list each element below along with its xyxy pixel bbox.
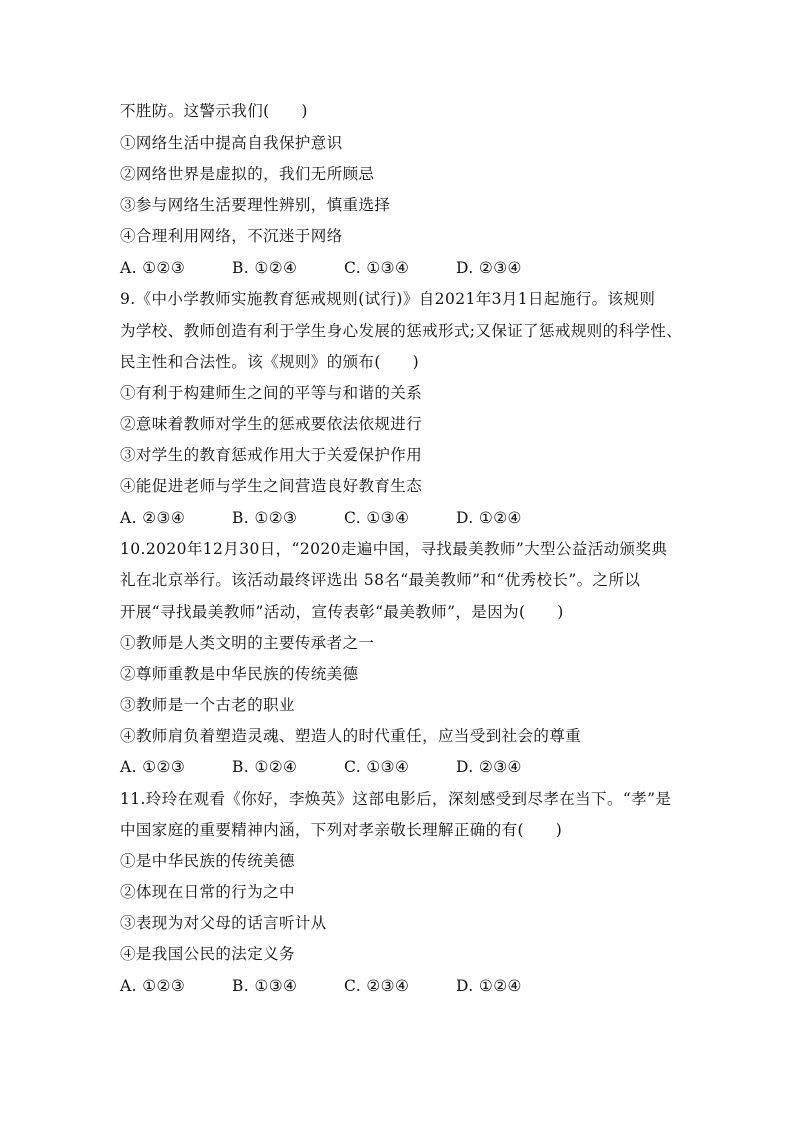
q9-stem-line-2: 为学校、教师创造有利于学生身心发展的惩戒形式;又保证了惩戒规则的科学性、 <box>120 322 683 340</box>
q11-item-4: ④是我国公民的法定义务 <box>120 945 295 963</box>
q8-option-d: D. ②③④ <box>456 259 522 277</box>
q11-option-d: D. ①②④ <box>456 977 522 995</box>
q8-option-a: A. ①②③ <box>120 259 186 277</box>
q10-option-c: C. ①③④ <box>344 758 410 776</box>
q10-stem-line-3: 开展“寻找最美教师”活动，宣传表彰“最美教师”，是因为( ) <box>120 603 564 621</box>
q10-item-1: ①教师是人类文明的主要传承者之一 <box>120 634 375 652</box>
q9-item-3: ③对学生的教育惩戒作用大于关爱保护作用 <box>120 446 423 464</box>
q9-item-1: ①有利于构建师生之间的平等与和谐的关系 <box>120 384 423 402</box>
q10-stem-line-1: 10.2020年12月30日，“2020走遍中国，寻找最美教师”大型公益活动颁奖典 <box>120 540 668 558</box>
q9-item-2: ②意味着教师对学生的惩戒要依法依规进行 <box>120 415 423 433</box>
q11-option-b: B. ①③④ <box>232 977 298 995</box>
q9-option-c: C. ①③④ <box>344 509 410 527</box>
q10-options <box>120 752 680 783</box>
q11-stem-line-2: 中国家庭的重要精神内涵，下列对孝亲敬长理解正确的有( ) <box>120 821 563 839</box>
q8-item-3: ③参与网络生活要理性辨别，慎重选择 <box>120 196 391 214</box>
q9-options <box>120 503 680 534</box>
q11-item-3: ③表现为对父母的话言听计从 <box>120 914 327 932</box>
q8-options <box>120 253 680 284</box>
q10-stem-line-2: 礼在北京举行。该活动最终评选出 58名“最美教师”和“优秀校长”。之所以 <box>120 571 641 589</box>
q9-option-a: A. ②③④ <box>120 509 186 527</box>
q9-item-4: ④能促进老师与学生之间营造良好教育生态 <box>120 477 423 495</box>
q8-item-4: ④合理利用网络，不沉迷于网络 <box>120 227 343 245</box>
q10-item-2: ②尊师重教是中华民族的传统美德 <box>120 665 359 683</box>
q11-option-a: A. ①②③ <box>120 977 186 995</box>
q11-options <box>120 971 680 1002</box>
q11-stem-line-1: 11.玲玲在观看《你好，李焕英》这部电影后，深刻感受到尽孝在当下。“孝”是 <box>120 790 672 808</box>
q10-option-a: A. ①②③ <box>120 758 186 776</box>
q11-item-2: ②体现在日常的行为之中 <box>120 883 295 901</box>
q8-option-b: B. ①②④ <box>232 259 298 277</box>
q11-option-c: C. ②③④ <box>344 977 410 995</box>
q10-option-b: B. ①②④ <box>232 758 298 776</box>
q8-item-2: ②网络世界是虚拟的，我们无所顾忌 <box>120 165 375 183</box>
q11-item-1: ①是中华民族的传统美德 <box>120 852 295 870</box>
q9-stem-line-1: 9.《中小学教师实施教育惩戒规则(试行)》自2021年3月1日起施行。该规则 <box>120 290 656 308</box>
q10-option-d: D. ②③④ <box>456 758 522 776</box>
q10-item-3: ③教师是一个古老的职业 <box>120 696 295 714</box>
q10-item-4: ④教师肩负着塑造灵魂、塑造人的时代重任，应当受到社会的尊重 <box>120 727 582 745</box>
q9-option-d: D. ①②④ <box>456 509 522 527</box>
q8-item-1: ①网络生活中提高自我保护意识 <box>120 134 343 152</box>
q9-option-b: B. ①②③ <box>232 509 298 527</box>
q8-stem-tail: 不胜防。这警示我们( ) <box>120 102 308 120</box>
q8-option-c: C. ①③④ <box>344 259 410 277</box>
q9-stem-line-3: 民主性和合法性。该《规则》的颁布( ) <box>120 353 420 371</box>
